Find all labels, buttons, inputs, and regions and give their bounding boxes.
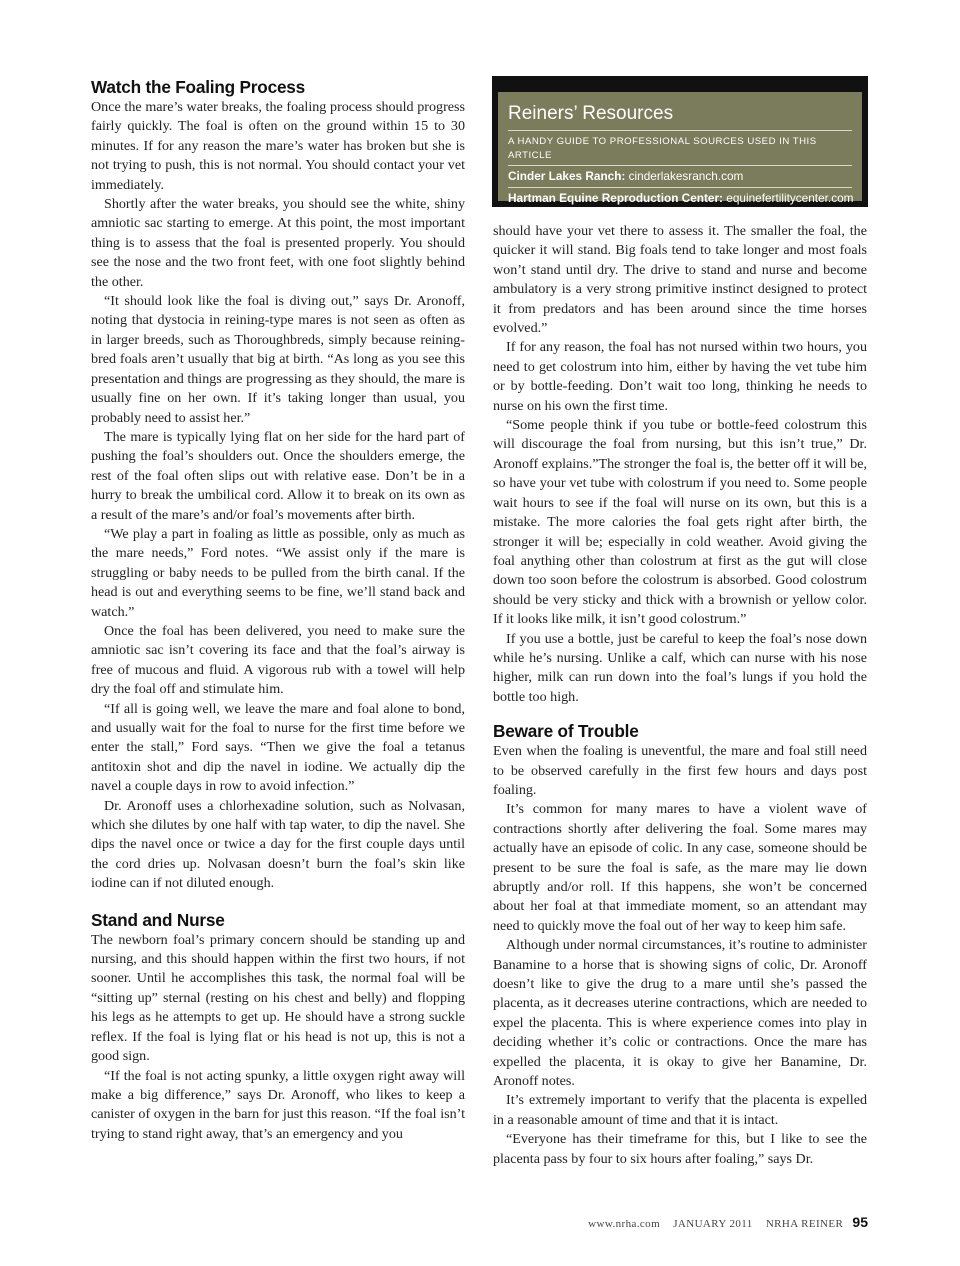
resource-name: Cinder Lakes Ranch:: [508, 169, 626, 183]
paragraph: Although under normal circumstances, it’s routine to administer Banamine to a horse that is showing signs of colic, Dr. Aronoff doesn’t like to give the drug to a mare until she’s passed the placenta, as it decreases uterine contractions, which are needed to expel the placenta. This is where experience comes into play in deciding whether it’s colic or contractions. Once the mare has expelled the placenta, it is okay to give her Banamine, Dr. Aronoff notes.: [493, 937, 867, 1090]
resource-item: [508, 165, 852, 187]
paragraph: “If the foal is not acting spunky, a little oxygen right away will make a big difference,” says Dr. Aronoff, who likes to keep a canister of oxygen in the barn for just this reason. “If the foal isn’t trying to stand right away, that’s an emergency and you: [91, 1067, 465, 1142]
paragraph: “If all is going well, we leave the mare and foal alone to bond, and usually wait for the foal to nurse for the first time before we enter the stall,” Ford says. “Then we give the foal a tetanus antitoxin shot and dip the navel in iodine. We actually dip the navel a couple days in row to avoid infection.”: [91, 700, 465, 795]
left-column: [91, 76, 465, 1144]
paragraph: Even when the foaling is uneventful, the mare and foal still need to be observed carefully in the first few hours and days post foaling.: [493, 743, 867, 798]
resource-item: [508, 187, 852, 209]
paragraph: “We play a part in foaling as little as possible, only as much as the mare needs,” Ford notes. “We assist only if the mare is struggling or baby needs to be pulled from the birth canal. If the head is out and everything seems to be fine, we’ll stand back and watch.”: [91, 525, 465, 620]
resource-name: Hartman Equine Reproduction Center:: [508, 191, 723, 205]
resources-sidebar: [492, 76, 868, 207]
paragraph: “Some people think if you tube or bottle-feed colostrum this will discourage the foal from nursing, but this isn’t true,” Dr. Aronoff explains.”The stronger the foal is, the better off it will be, so have your vet tube with colostrum if you need to. Some people wait hours to see if the foal will nurse on its own, but this is a mistake. The more calories the foal gets right after birth, the stronger it will be; especially in cold weather. Avoid giving the foal anything other than colostrum at first as the gut will close down too soon before the colostrum is absorbed. Good colostrum should be very sticky and thick with a brownish or yellow color. If it looks like milk, it isn’t good colostrum.”: [493, 417, 867, 628]
paragraph: “It should look like the foal is diving out,” says Dr. Aronoff, noting that dystocia in reining-type mares is not seen as often as in larger breeds, such as Thoroughbreds, simply because reining-bred foals aren’t usually that big at birth. “As long as you see this presentation and things are progressing as they should, the mare is usually fine on her own. If it’s taking longer than usual, you probably need to assist her.”: [91, 293, 465, 426]
section-heading-stand-nurse: Stand and Nurse: [91, 909, 225, 930]
paragraph: Dr. Aronoff uses a chlorhexadine solution, such as Nolvasan, which she dilutes by one half with tap water, to dip the navel. She dips the navel once or twice a day for the first couple days until the cord dries up. Nolvasan doesn’t burn the foal’s skin like iodine can if not diluted enough.: [91, 797, 465, 892]
page-footer: [588, 1214, 868, 1230]
paragraph: Once the mare’s water breaks, the foaling process should progress fairly quickly. The foal is often on the ground within 15 to 30 minutes. If for any reason the mare’s water has broken but she is not trying to push, this is not normal. You should contact your vet immediately.: [91, 99, 465, 193]
paragraph: It’s common for many mares to have a violent wave of contractions shortly after delivering the foal. Some mares may actually have an episode of colic. In any case, someone should be present to be sure the foal is safe, as the mare may lie down abruptly and/or roll. If this happens, she won’t be concerned about her foal at that immediate moment, so an attendant may need to quickly move the foal out of her way to keep him safe.: [493, 801, 867, 934]
paragraph: The newborn foal’s primary concern should be standing up and nursing, and this should happen within the first two hours, if not sooner. Until he accomplishes this task, the normal foal will be “sitting up” sternal (resting on his chest and belly) and flopping his legs as he attempts to get up. He should have a strong suckle reflex. If the foal is lying flat or his head is not up, this is not a good sign.: [91, 931, 465, 1065]
paragraph: “Everyone has their timeframe for this, but I like to see the placenta pass by four to six hours after foaling,” says Dr.: [493, 1131, 867, 1167]
resource-url[interactable]: cinderlakesranch.com: [628, 169, 744, 183]
footer-site: www.nrha.com: [588, 1218, 661, 1230]
paragraph: Once the foal has been delivered, you need to make sure the amniotic sac isn’t covering its face and that the foal’s airway is free of mucous and fluid. A vigorous rub with a towel will help dry the foal off and stimulate him.: [91, 622, 465, 698]
paragraph: If for any reason, the foal has not nursed within two hours, you need to get colostrum into him, either by having the vet tube him or by bottle-feeding. Don’t wait too long, thinking he needs to nurse on his own the first time.: [493, 339, 867, 414]
section-heading-trouble: Beware of Trouble: [493, 721, 639, 742]
paragraph: If you use a bottle, just be careful to keep the foal’s nose down while he’s nursing. Unlike a calf, which can nurse with his nose higher, milk can run down into the foal’s lungs if you hold the bottle too high.: [493, 630, 867, 705]
paragraph: should have your vet there to assess it. The smaller the foal, the quicker it will stand. Big foals tend to take longer and most foals won’t stand until dry. The drive to stand and nurse and become ambulatory is a very strong primitive instinct designed to protect it from predators and has been around since the time horses evolved.”: [493, 223, 867, 337]
paragraph: The mare is typically lying flat on her side for the hard part of pushing the foal’s shoulders out. Once the shoulders emerge, the rest of the foal often slips out with relative ease. Don’t be in a hurry to break the umbilical cord. Allow it to break on its own as a result of the mare’s and/or foal’s movements after birth.: [91, 428, 465, 523]
sidebar-title: Reiners’ Resources: [508, 103, 674, 124]
paragraph: Shortly after the water breaks, you should see the white, shiny amniotic sac starting to emerge. At this point, the most important thing is to assess that the foal is presented properly. You should see the nose and the two front feet, with one foot slightly behind the other.: [91, 196, 465, 290]
resources-box: [498, 92, 862, 205]
resource-url[interactable]: equinefertilitycenter.com: [726, 191, 854, 205]
section-heading-foaling: Watch the Foaling Process: [91, 77, 306, 97]
footer-magazine: NRHA REINER: [765, 1218, 844, 1230]
sidebar-subtitle: A HANDY GUIDE TO PROFESSIONAL SOURCES USED IN THIS ARTICLE: [508, 130, 852, 163]
paragraph: It’s extremely important to verify that the placenta is expelled in a reasonable amount of time and that it is intact.: [493, 1092, 867, 1128]
page-number: 95: [852, 1214, 868, 1230]
footer-issue: JANUARY 2011: [673, 1218, 753, 1230]
right-column: [493, 222, 867, 1169]
